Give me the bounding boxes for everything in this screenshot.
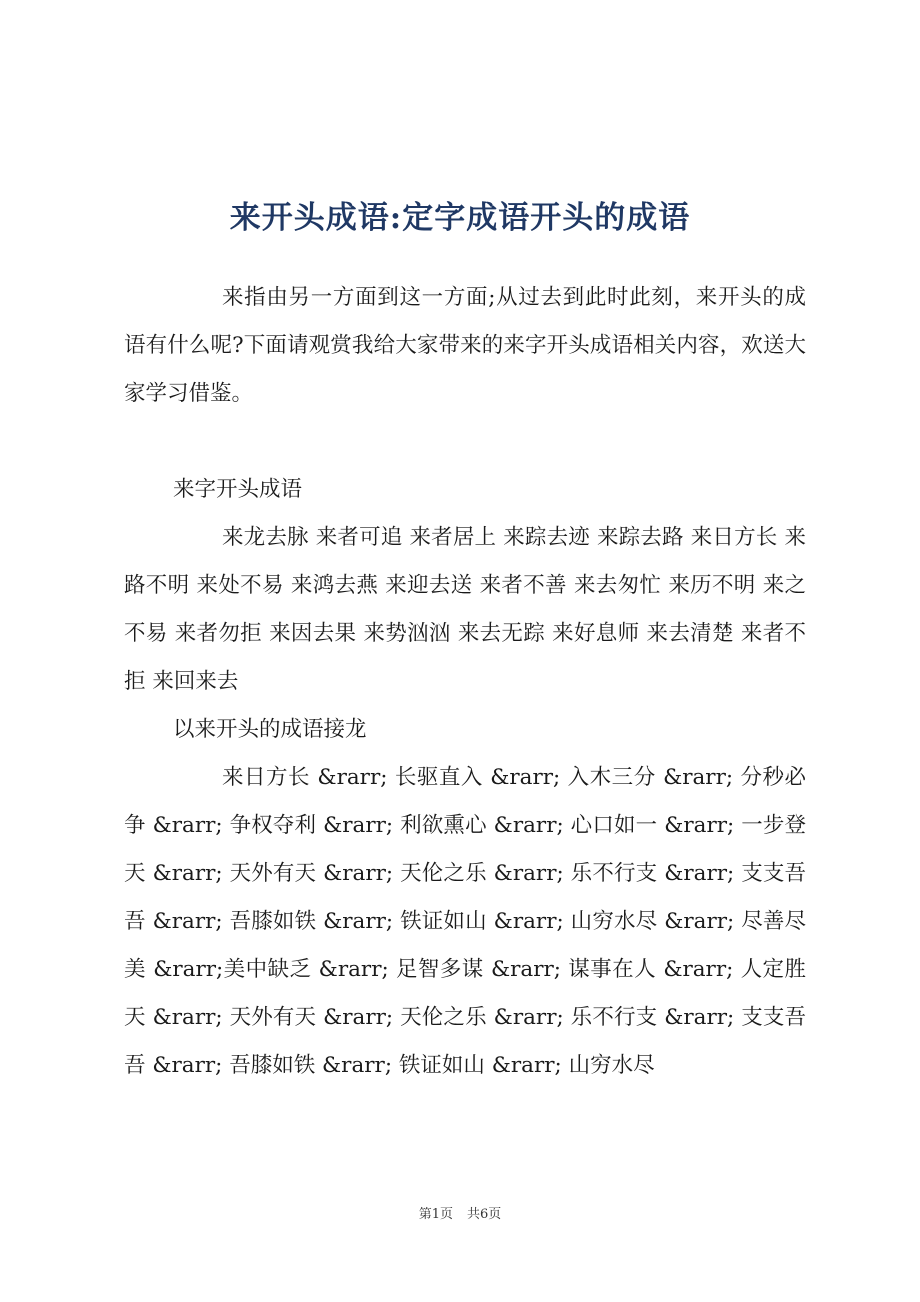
document-title: 来开头成语:定字成语开头的成语 (229, 200, 691, 236)
section-heading-idioms: 来字开头成语 (173, 477, 303, 502)
idiom-list-paragraph: 来龙去脉 来者可追 来者居上 来踪去迹 来踪去路 来日方长 来路不明 来处不易 来鸿去燕 来迎去送 来者不善 来去匆忙 来历不明 来之不易 来者勿拒 来因去果 来势汹汹 来去无踪 来好息师 来去清楚 来者不拒 来回来去 (124, 525, 806, 694)
intro-paragraph: 来指由另一方面到这一方面;从过去到此时此刻，来开头的成语有什么呢?下面请观赏我给大家带来的来字开头成语相关内容，欢送大家学习借鉴。 (124, 285, 806, 406)
total-pages: 共6页 (467, 1207, 502, 1222)
page-number: 第1页 (418, 1207, 453, 1222)
section-heading-idiom-chain: 以来开头的成语接龙 (173, 717, 367, 742)
idiom-chain-paragraph: 来日方长 &rarr; 长驱直入 &rarr; 入木三分 &rarr; 分秒必争 &rarr; 争权夺利 &rarr; 利欲熏心 &rarr; 心口如一 &rarr; 一步登天 &rarr; 天外有天 &rarr; 天伦之乐 &rarr; 乐不行支 &rarr; 支支吾吾 &rarr; 吾膝如铁 &rarr; 铁证如山 &rarr; 山穷水尽 &rarr; 尽善尽美 &rarr;美中缺乏 &rarr; 足智多谋 &rarr; 谋事在人 &rarr; 人定胜天 &rarr; 天外有天 &rarr; 天伦之乐 &rarr; 乐不行支 &rarr; 支支吾吾 &rarr; 吾膝如铁 &rarr; 铁证如山 &rarr; 山穷水尽 (124, 765, 806, 1078)
page-footer (0, 1205, 920, 1225)
